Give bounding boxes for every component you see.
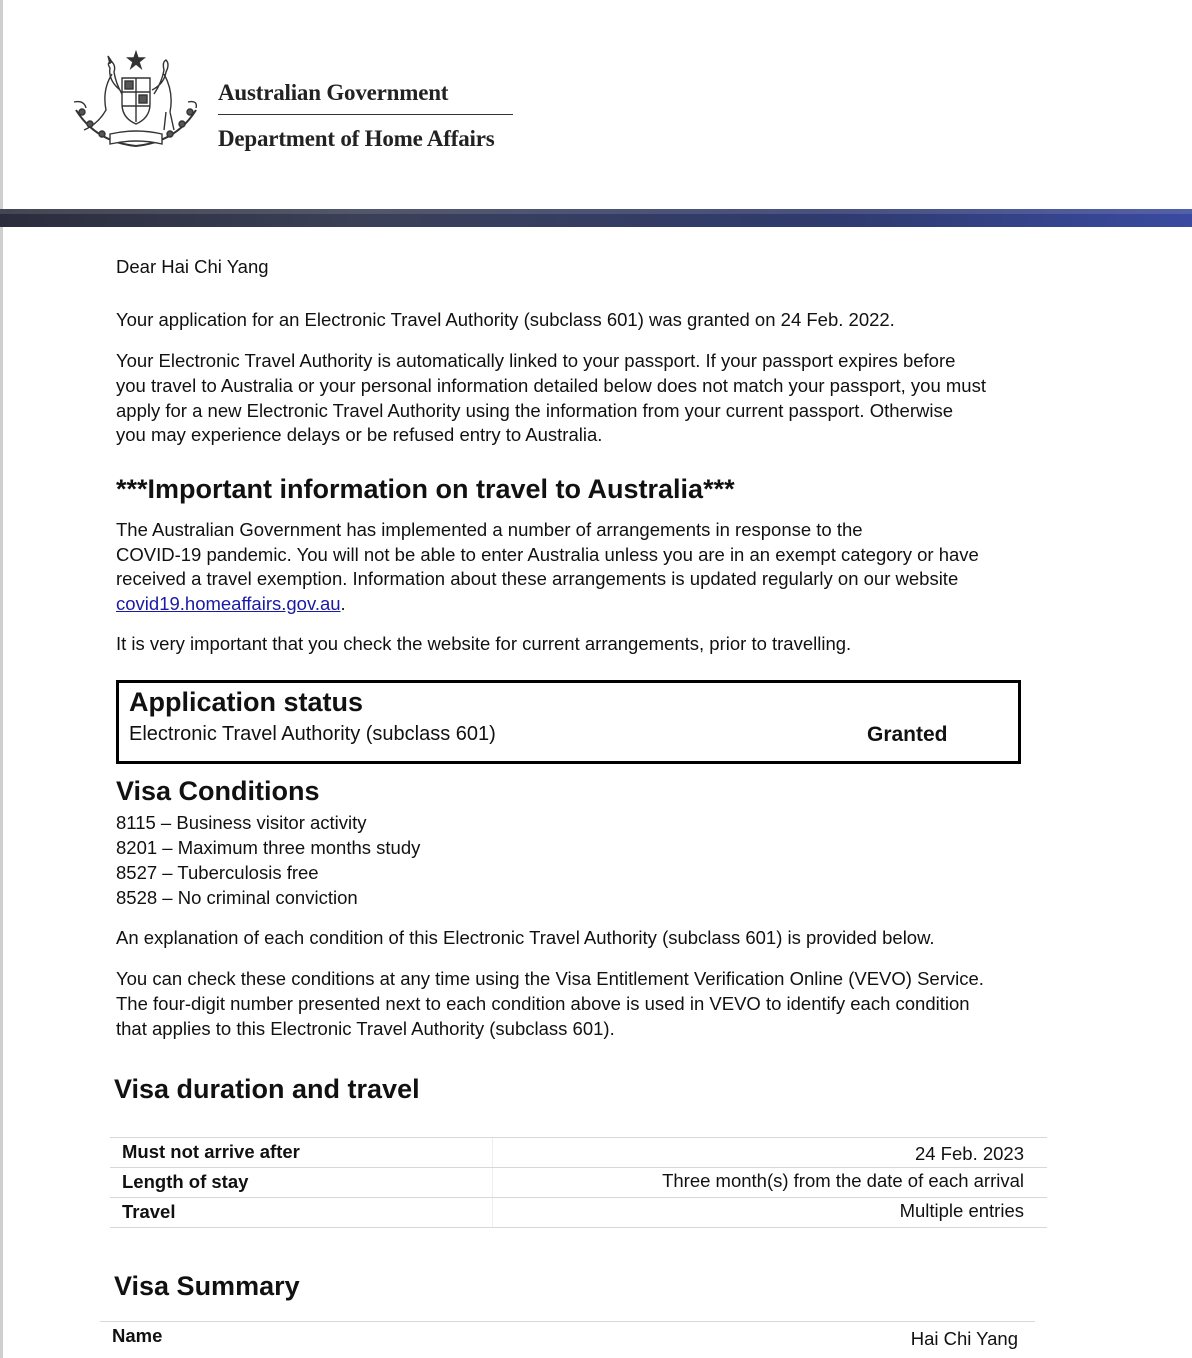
- table-row: [110, 1197, 1047, 1228]
- status-visa-name: Electronic Travel Authority (subclass 601): [129, 723, 496, 745]
- passport-line: Your Electronic Travel Authority is automatically linked to your passport. If your passport expires before: [116, 350, 956, 371]
- government-name: Australian Government: [218, 80, 449, 105]
- website-line: [116, 592, 346, 617]
- vevo-line: that applies to this Electronic Travel Authority (subclass 601).: [116, 1018, 615, 1039]
- important-line: COVID-19 pandemic. You will not be able to enter Australia unless you are in an exempt category or have: [116, 544, 979, 565]
- link-suffix: .: [340, 593, 346, 614]
- table-row: [100, 1321, 1035, 1351]
- condition-item: 8527 – Tuberculosis free: [116, 862, 319, 883]
- passport-line: you may experience delays or be refused entry to Australia.: [116, 424, 603, 445]
- header-banner: [0, 209, 1192, 227]
- header-rule: [218, 114, 513, 115]
- row-label: Must not arrive after: [122, 1141, 300, 1162]
- condition-item: 8201 – Maximum three months study: [116, 837, 421, 858]
- conditions-explanation: An explanation of each condition of this Electronic Travel Authority (subclass 601) is provided below.: [116, 927, 935, 948]
- row-value: Hai Chi Yang: [910, 1328, 1018, 1349]
- covid-website-link[interactable]: covid19.homeaffairs.gov.au: [116, 593, 341, 614]
- row-value: 24 Feb. 2023: [914, 1143, 1024, 1164]
- greeting: Dear Hai Chi Yang: [116, 256, 269, 277]
- vevo-line: You can check these conditions at any time using the Visa Entitlement Verification Online (VEVO) Service.: [116, 968, 984, 989]
- row-value: Three month(s) from the date of each arrival: [662, 1170, 1024, 1191]
- row-label: Length of stay: [122, 1171, 249, 1192]
- row-label: Travel: [122, 1201, 176, 1222]
- important-line: The Australian Government has implemented a number of arrangements in response to the: [116, 519, 863, 540]
- coat-of-arms-icon: [66, 50, 206, 158]
- duration-table: [110, 1137, 1047, 1228]
- status-title: Application status: [129, 687, 364, 717]
- page-edge: [0, 0, 3, 1358]
- vevo-line: The four-digit number presented next to each condition above is used in VEVO to identify each condition: [116, 993, 970, 1014]
- condition-item: 8115 – Business visitor activity: [116, 812, 367, 833]
- status-badge: Granted: [867, 723, 948, 746]
- passport-line: you travel to Australia or your personal information detailed below does not match your passport, you must: [116, 375, 986, 396]
- important-line: received a travel exemption. Information about these arrangements is updated regularly on our website: [116, 568, 959, 589]
- conditions-heading: Visa Conditions: [116, 776, 320, 806]
- table-row: [110, 1167, 1047, 1197]
- application-status-box: [116, 680, 1021, 764]
- table-row: [110, 1137, 1047, 1167]
- grant-line: Your application for an Electronic Travel Authority (subclass 601) was granted on 24 Feb. 2022.: [116, 309, 895, 330]
- row-label: Name: [112, 1325, 163, 1346]
- row-value: Multiple entries: [899, 1200, 1024, 1221]
- check-line: It is very important that you check the website for current arrangements, prior to travelling.: [116, 633, 852, 654]
- important-heading: ***Important information on travel to Australia***: [116, 474, 735, 504]
- passport-line: apply for a new Electronic Travel Authority using the information from your current passport. Otherwise: [116, 400, 953, 421]
- department-name: Department of Home Affairs: [218, 126, 495, 151]
- condition-item: 8528 – No criminal conviction: [116, 887, 358, 908]
- summary-heading: Visa Summary: [114, 1271, 300, 1301]
- summary-table: [100, 1321, 1035, 1351]
- duration-heading: Visa duration and travel: [114, 1074, 420, 1104]
